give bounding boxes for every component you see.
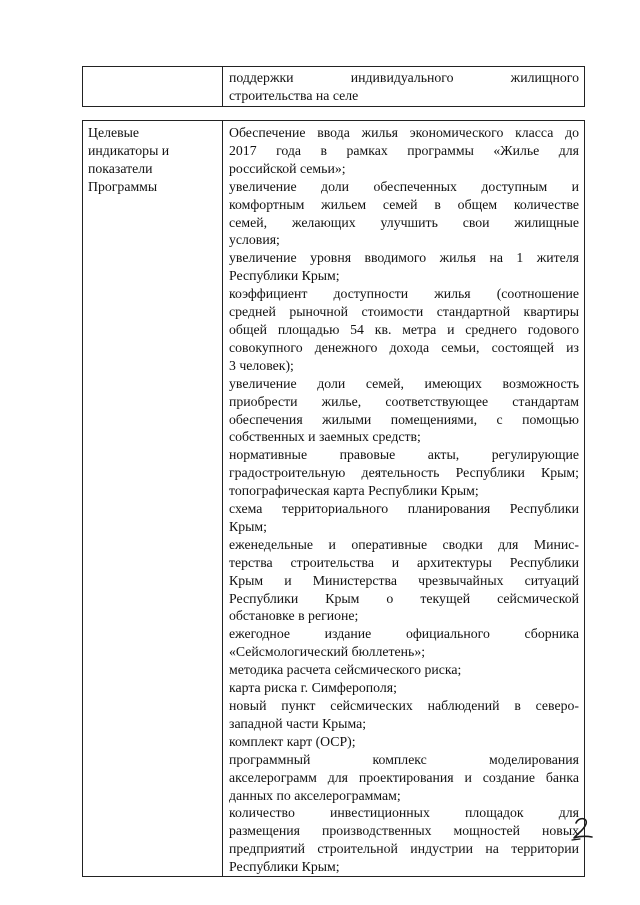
table-row [83,121,585,877]
indicators-text [223,121,584,876]
text-line: средней рыночной стоимости стандартной квартиры [229,304,579,320]
text-line: российской семьи»; [229,160,346,176]
top-table-fragment [82,66,585,107]
text-line: количество инвестиционных площадок для [229,805,579,821]
label-line: Целевые [88,125,140,140]
text-line: приобрести жилье, соответствующее стандартам [229,393,579,409]
text-line: методика расчета сейсмического риска; [229,662,462,678]
text-line: увеличение доли семей, имеющих возможность [229,375,579,391]
text-line: Обеспечение ввода жилья экономического класса до [229,125,579,140]
text-line: ежегодное издание официального сборника [229,626,579,642]
text-line: увеличение доли обеспеченных доступным и [229,178,579,194]
handwritten-signature [571,815,595,841]
top-right-text [223,67,584,106]
text-line: 3 человек); [229,357,294,373]
text-line: размещения производственных мощностей новых [229,823,579,839]
text-line: терства строительства и архитектуры Республики [229,554,579,570]
text-line: Крым и Министерства чрезвычайных ситуаций [229,572,579,588]
text-line: увеличение уровня вводимого жилья на 1 жителя [229,250,579,266]
text-line: условия; [229,232,280,248]
text-line: собственных и заемных средств; [229,429,421,445]
label-line: Программы [88,178,158,194]
text-line: еженедельные и оперативные сводки для Минис- [229,536,579,552]
text-line: «Сейсмологический бюллетень»; [229,644,426,660]
text-line: Республики Крым; [229,268,340,284]
text-line: обстановке в регионе; [229,608,359,624]
text-line: строительства на селе [229,87,359,103]
top-right-cell [223,67,585,107]
empty-left-cell [83,67,223,107]
text-line: новый пункт сейсмических наблюдений в северо- [229,698,579,713]
text-line: предприятий строительной индустрии на территории [229,841,579,857]
text-line: нормативные правовые акты, регулирующие [229,447,579,463]
left-label-cell [83,121,223,877]
text-line: программный комплекс моделирования [229,751,579,767]
text-line: Республики Крым; [229,859,340,875]
text-line: Крым; [229,518,267,534]
text-line: градостроительную деятельность Республики Крым; [229,465,579,481]
text-line: комфортным жильем семей в общем количестве [229,196,579,212]
label-line: показатели [88,160,153,176]
label-line: индикаторы и [88,142,170,158]
table-row [83,67,585,107]
text-line: 2017 года в рамках программы «Жилье для [229,142,579,158]
text-line: западной части Крыма; [229,715,367,731]
text-line: Республики Крым о текущей сейсмической [229,590,579,606]
indicators-cell [223,121,585,877]
text-line: поддержки индивидуального жилищного [229,70,579,85]
text-line: топографическая карта Республики Крым; [229,483,479,499]
indicators-table [82,120,585,877]
text-line: коэффициент доступности жилья (соотношение [229,286,579,302]
text-line: карта риска г. Симферополя; [229,680,397,696]
text-line: схема территориального планирования Республики [229,501,579,517]
text-line: обеспечения жилыми помещениями, с помощью [229,411,579,427]
text-line: общей площадью 54 кв. метра и среднего годового [229,321,579,337]
left-label-text [83,121,222,196]
text-line: данных по акселерограммам; [229,787,401,803]
text-line: акселерограмм для проектирования и создание банка [229,769,579,785]
text-line: совокупного денежного дохода семьи, состоящей из [229,339,579,355]
text-line: комплект карт (ОСР); [229,733,356,749]
text-line: семей, желающих улучшить свои жилищные [229,214,579,230]
